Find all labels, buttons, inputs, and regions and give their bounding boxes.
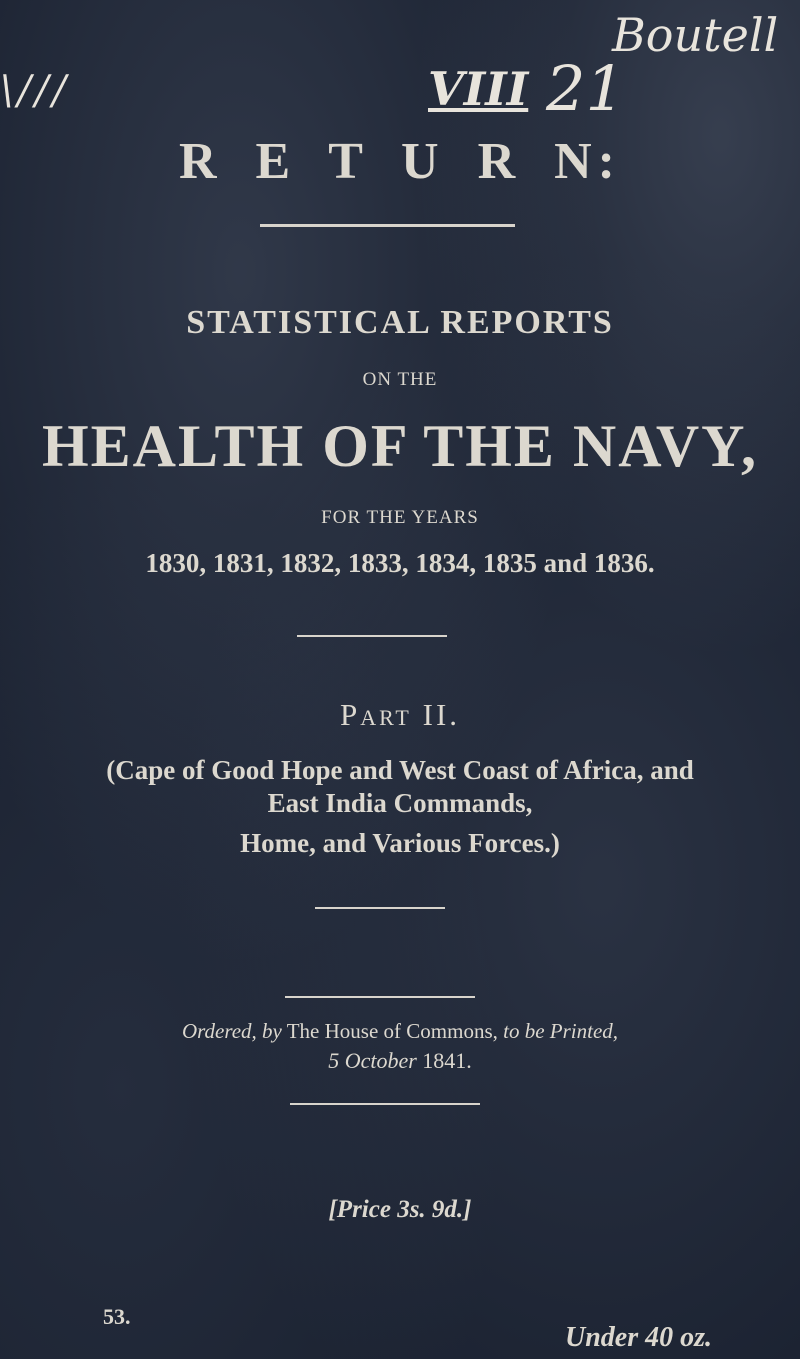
ordered-prefix: Ordered, by: [181, 1019, 282, 1043]
divider-top: [260, 224, 515, 227]
ordered-body: The House of Commons,: [286, 1019, 498, 1043]
title-years-list: 1830, 1831, 1832, 1833, 1834, 1835 and 1836.: [145, 548, 655, 578]
divider-middle: [297, 635, 447, 637]
top-center-mark: VIII: [428, 62, 529, 116]
footer-number: 53.: [103, 1304, 131, 1329]
ordered-suffix: to be Printed,: [503, 1019, 619, 1043]
ordered-date: [0, 1048, 800, 1074]
part-label: Part II.: [339, 697, 461, 732]
title-for-the-years: FOR THE YEARS: [321, 507, 479, 528]
title-on-the: ON THE: [362, 369, 438, 390]
top-left-scribble: \///: [0, 68, 70, 114]
date-day: 5: [328, 1048, 340, 1073]
ordered-line: [0, 1019, 800, 1044]
divider-ornament-top: [285, 996, 475, 998]
top-right-number: 21: [546, 52, 625, 125]
date-month: October: [344, 1048, 417, 1073]
part-description-line2: East India Commands,: [267, 788, 533, 818]
divider-lower: [315, 907, 445, 909]
price: [Price 3s. 9d.]: [328, 1196, 472, 1223]
footer-weight: Under 40 oz.: [565, 1322, 713, 1353]
part-description-line1: (Cape of Good Hope and West Coast of Africa, and: [106, 755, 694, 785]
date-year: 1841.: [422, 1048, 472, 1073]
top-right-signature: Boutell: [612, 8, 779, 62]
return-heading: R E T U R N:: [178, 133, 621, 190]
title-health-of-the-navy: HEALTH OF THE NAVY,: [41, 413, 759, 479]
title-statistical-reports: STATISTICAL REPORTS: [186, 304, 614, 341]
part-description-line3: Home, and Various Forces.): [240, 828, 560, 858]
divider-ornament-bottom: [290, 1103, 480, 1105]
